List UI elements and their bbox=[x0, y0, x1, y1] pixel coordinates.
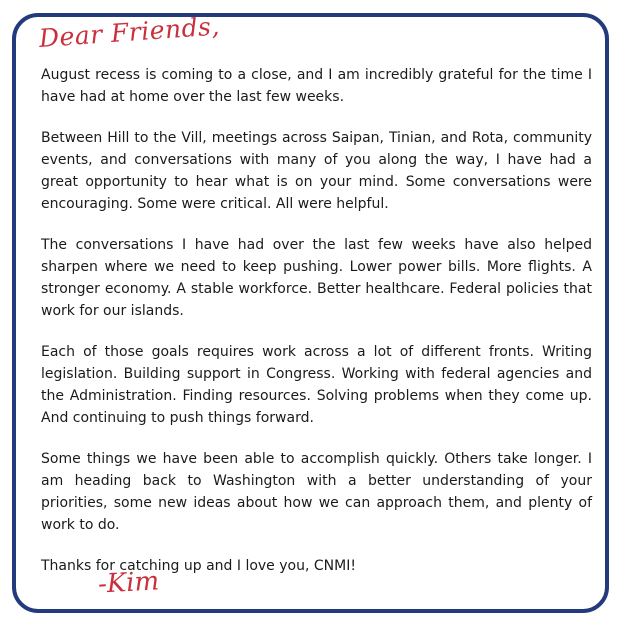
signature: -Kim bbox=[97, 566, 160, 600]
paragraph-3: The conversations I have had over the last few weeks have also helped sharpen where we need to keep pushing. Lower power bills. More flights. A stronger economy. A stable workforce. Better healthcare. Federal policies that work for our islands. bbox=[41, 237, 592, 319]
letter-body bbox=[41, 64, 592, 596]
letter-greeting: Dear Friends, bbox=[37, 11, 221, 53]
paragraph-6: Thanks for catching up and I love you, CNMI! bbox=[41, 558, 356, 574]
paragraph-4: Each of those goals requires work across a lot of different fronts. Writing legislation. Building support in Congress. Working with federal agencies and the Administration. Finding resources. Solving problems when they come up. And continuing to push things forward. bbox=[41, 344, 592, 426]
paragraph-2: Between Hill to the Vill, meetings across Saipan, Tinian, and Rota, community events, and conversations with many of you along the way, I have had a great opportunity to hear what is on your mind. Some conversations were encouraging. Some were critical. All were helpful. bbox=[41, 130, 592, 212]
paragraph-5: Some things we have been able to accomplish quickly. Others take longer. I am heading back to Washington with a better understanding of your priorities, some new ideas about how we can approach them, and plenty of work to do. bbox=[41, 451, 592, 533]
paragraph-1: August recess is coming to a close, and I am incredibly grateful for the time I have had at home over the last few weeks. bbox=[41, 67, 592, 105]
